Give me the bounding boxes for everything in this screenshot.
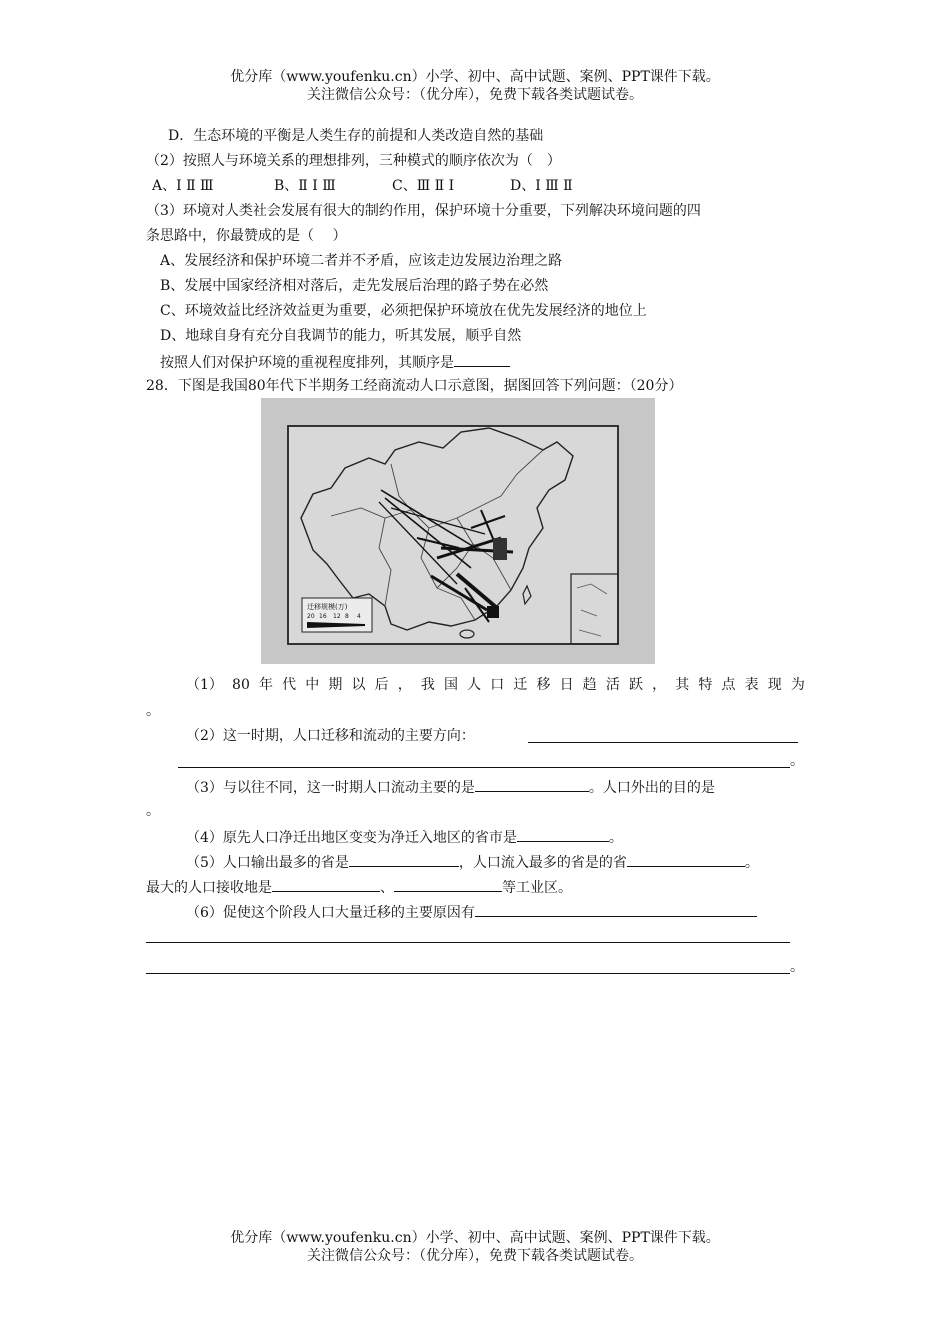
q28-sub4-period: 。 <box>608 830 623 846</box>
q28-sub1-token: 特 <box>698 677 713 693</box>
page-header <box>0 68 950 104</box>
q3-stem-line2: 条思路中，你最赞成的是（ ） <box>146 228 347 244</box>
footer-line-2: 关注微信公众号：（优分库），免费下载各类试题试卷。 <box>307 1248 643 1264</box>
guangdong-mark <box>487 606 499 618</box>
q28-sub6-blank-1[interactable] <box>475 901 757 917</box>
q28-sub1-token: 以 <box>351 677 366 693</box>
q28-sub1-token: 后 <box>374 677 389 693</box>
q28-sub1-token: 代 <box>282 677 297 693</box>
q3-option-d: D、地球自身有充分自我调节的能力，听其发展，顺乎自然 <box>160 328 522 344</box>
q2-option-b: B、Ⅱ Ⅰ Ⅲ <box>274 178 336 194</box>
q28-sub1-token: 期 <box>328 677 343 693</box>
china-migration-map <box>261 398 655 664</box>
q28-sub1-token: 表 <box>744 677 759 693</box>
q28-sub5-blank-4[interactable] <box>394 876 502 892</box>
header-line-2: 关注微信公众号：（优分库），免费下载各类试题试卷。 <box>307 87 643 103</box>
q28-sub1-token: ， <box>397 677 412 693</box>
q3-order-text: 按照人们对保护环境的重视程度排列，其顺序是 <box>160 355 454 371</box>
q28-sub2 <box>186 726 475 746</box>
q28-sub1-token: 点 <box>721 677 736 693</box>
q1-option-d: D．生态环境的平衡是人类生存的前提和人类改造自然的基础 <box>168 128 544 144</box>
q28-sub2-period: 。 <box>790 753 804 769</box>
q28-sub1-token: 人 <box>467 677 482 693</box>
q3-option-b: B、发展中国家经济相对落后，走先发展后治理的路子势在必然 <box>160 278 549 294</box>
q28-sub1-token: 日 <box>559 677 574 693</box>
legend-value-4: 8 <box>345 613 349 620</box>
q28-sub6-blank-3[interactable] <box>146 973 790 974</box>
header-line-1: 优分库（www.youfenku.cn）小学、初中、高中试题、案例、PPT课件下载。 <box>230 69 720 85</box>
q28-sub5-line2 <box>146 876 572 898</box>
q28-sub5-text-c: 最大的人口接收地是 <box>146 880 272 896</box>
q2-option-c: C、Ⅲ Ⅱ Ⅰ <box>392 178 455 194</box>
q28-sub6-blank-2[interactable] <box>146 942 790 943</box>
q28-sub1-token: 为 <box>790 677 805 693</box>
q28-sub5-text-d: 、 <box>380 880 394 896</box>
q28-sub5-text-e: 等工业区。 <box>502 880 572 896</box>
q28-sub4 <box>186 826 623 848</box>
q28-sub3-text-b: 。人口外出的目的是 <box>588 780 715 796</box>
q3-option-a: A、发展经济和保护环境二者并不矛盾，应该走边发展边治理之路 <box>160 253 563 269</box>
legend-value-5: 4 <box>357 613 361 620</box>
q3-stem-line1: （3）环境对人类社会发展有很大的制约作用，保护环境十分重要，下列解决环境问题的四 <box>146 203 701 219</box>
q28-sub1-token: 现 <box>767 677 782 693</box>
q28-sub5-text-a: （5）人口输出最多的省是 <box>186 855 349 871</box>
q28-sub1-token: 移 <box>536 677 551 693</box>
east-coast-mark <box>493 538 507 560</box>
q28-stem: 28．下图是我国80年代下半期务工经商流动人口示意图，据图回答下列问题：（20分） <box>146 378 683 394</box>
q28-sub2-blank-2[interactable] <box>178 767 790 768</box>
q28-sub5-period: 。 <box>744 855 759 871</box>
legend-value-3: 12 <box>333 613 341 620</box>
q28-sub2-text: （2）这一时期，人口迁移和流动的主要方向： <box>186 728 475 744</box>
q3-order-line <box>160 351 510 373</box>
migration-map-figure <box>261 398 655 664</box>
q28-sub5-blank-2[interactable] <box>627 851 745 867</box>
q28-sub5-text-b: ，人口流入最多的省是的省 <box>458 855 627 871</box>
q28-sub3-blank-1[interactable] <box>475 776 589 792</box>
q2-option-d: D、Ⅰ Ⅲ Ⅱ <box>510 178 573 194</box>
legend-value-2: 16 <box>319 613 327 620</box>
q28-sub1-token: 其 <box>675 677 690 693</box>
q28-sub1-token: 国 <box>444 677 458 693</box>
q28-sub1-token: 中 <box>305 677 320 693</box>
q28-sub2-blank-1[interactable] <box>528 742 798 743</box>
q28-sub6 <box>186 901 757 923</box>
q28-sub3-period: 。 <box>146 803 160 819</box>
q28-sub5-blank-1[interactable] <box>349 851 459 867</box>
q28-sub1-token: （1） <box>186 677 223 693</box>
q2-stem: （2）按照人与环境关系的理想排列，三种模式的顺序依次为（ ） <box>146 153 561 169</box>
q28-sub1-token: 跃 <box>629 677 643 693</box>
q28-sub1-token: 活 <box>605 677 620 693</box>
footer-line-1: 优分库（www.youfenku.cn）小学、初中、高中试题、案例、PPT课件下载。 <box>230 1230 720 1246</box>
q28-sub1 <box>186 675 805 695</box>
q28-sub1-token: 口 <box>490 677 505 693</box>
q28-sub1-token: ， <box>652 677 667 693</box>
q28-sub3 <box>186 776 715 798</box>
page-footer <box>0 1229 950 1265</box>
q28-sub1-token: 迁 <box>513 677 528 693</box>
q2-option-a: A、Ⅰ Ⅱ Ⅲ <box>152 178 214 194</box>
q28-sub1-period: 。 <box>146 703 160 719</box>
q28-sub5 <box>186 851 759 873</box>
q28-sub5-blank-3[interactable] <box>272 876 380 892</box>
legend-value-1: 20 <box>307 613 315 620</box>
q28-sub1-token: 趋 <box>582 677 597 693</box>
q28-sub4-text: （4）原先人口净迁出地区变变为净迁入地区的省市是 <box>186 830 517 846</box>
q28-sub6-text: （6）促使这个阶段人口大量迁移的主要原因有 <box>186 905 475 921</box>
q28-sub4-blank[interactable] <box>517 826 609 842</box>
legend-title: 迁移规模(万) <box>307 603 348 611</box>
q28-sub3-text-a: （3）与以往不同，这一时期人口流动主要的是 <box>186 780 475 796</box>
q28-sub1-token: 年 <box>259 677 273 693</box>
q28-sub6-period: 。 <box>790 959 804 975</box>
q28-sub1-token: 80 <box>232 677 250 693</box>
q3-order-blank[interactable] <box>454 351 510 367</box>
q3-option-c: C、环境效益比经济效益更为重要，必须把保护环境放在优先发展经济的地位上 <box>160 303 647 319</box>
q28-sub1-token: 我 <box>420 677 435 693</box>
